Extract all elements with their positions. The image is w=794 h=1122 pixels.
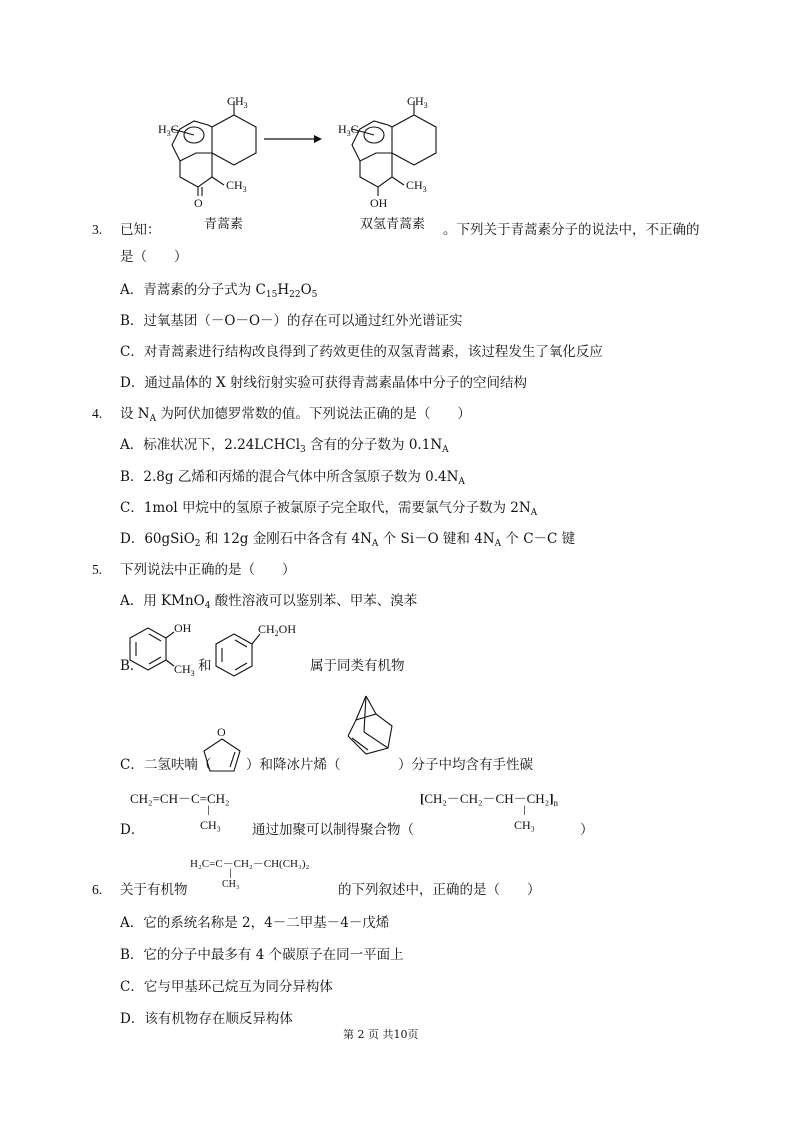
polymer-structure: $[CH_2-CH_2-CH-CH_2]_n$ (420, 791, 559, 808)
question-3-stem-line2: 是（ ） (120, 249, 188, 265)
dihydroartemisinin-name: 双氢青蒿素 (360, 217, 426, 232)
question-5-stem: 下列说法中正确的是（ ） (120, 562, 296, 578)
q6-option-a: A．它的系统名称是 2，4－二甲基－4－戊烯 (120, 915, 390, 931)
carbonyl-o-label: O (194, 196, 203, 210)
question-5-number: 5. (92, 562, 103, 577)
artemisinin-structure (150, 95, 270, 210)
ch3-top-label: $CH_3$ (227, 94, 248, 110)
q5-option-d-label: D． (120, 822, 145, 838)
q3-option-a: A．青蒿素的分子式为 $C_{15}H_{22}O_5$ (120, 282, 318, 300)
q6-option-b: B．它的分子中最多有 4 个碳原子在同一平面上 (120, 947, 404, 963)
q6-option-c: C．它与甲基环己烷互为同分异构体 (120, 979, 333, 995)
oh-label: OH (370, 196, 388, 210)
artemisinin-name: 青蒿素 (204, 217, 244, 232)
q5-option-d-close: ） (580, 822, 594, 838)
q6-structure: H₂C=C－CH₂－CH(CH₃)₂ (190, 858, 310, 870)
question-6-stem: 的下列叙述中，正确的是（ ） (338, 882, 541, 898)
ch2oh-label: $CH_2OH$ (258, 622, 297, 638)
benzyl-alcohol-structure (212, 620, 312, 680)
q3-option-c: C．对青蒿素进行结构改良得到了药效更佳的双氢青蒿素，该过程发生了氧化反应 (120, 344, 603, 360)
q4-option-a: A．标准状况下，2.24LCHCl$_3$ 含有的分子数为 $0.1N_A$ (120, 437, 449, 455)
reaction-arrow (262, 133, 322, 145)
q5-option-b-and: 和 (198, 658, 212, 674)
oxygen-label: O (217, 725, 226, 739)
dihydrofuran-structure (200, 725, 246, 775)
q5-option-d-middle: 通过加聚可以制得聚合物（ (252, 822, 414, 838)
oh-label: OH (174, 621, 192, 635)
polymer-branch-bond: │ (522, 806, 527, 815)
q5-option-b-tail: 属于同类有机物 (310, 658, 405, 674)
ch3-right-label: $CH_3$ (406, 178, 427, 194)
q6-structure-ch3: CH₃ (222, 879, 240, 890)
q4-option-b: B．2.8g 乙烯和丙烯的混合气体中所含氢原子数为 $0.4N_A$ (120, 469, 465, 487)
ch3-label: $CH_3$ (174, 662, 195, 678)
q5-option-c-tail: ）分子中均含有手性碳 (398, 757, 533, 773)
q5-option-c-middle: ）和降冰片烯（ (246, 757, 341, 773)
question-3-stem: 。下列关于青蒿素分子的说法中，不正确的 (443, 222, 700, 238)
dihydroartemisinin-structure (330, 95, 450, 210)
ch3-top-label: $CH_3$ (407, 94, 428, 110)
h3c-label: $H_3C$ (158, 122, 179, 138)
q5-option-a: A．用 KMnO$_4$ 酸性溶液可以鉴别苯、甲苯、溴苯 (120, 593, 418, 611)
q5-option-b-label: B． (120, 658, 144, 674)
o-cresol-structure (128, 618, 198, 678)
q4-option-d: D．60gSiO$_2$ 和 12g 金刚石中各含有 $4N_A$ 个 Si－O 键和 $4N_A$ 个 C－C 键 (120, 531, 576, 549)
h3c-label: $H_3C$ (338, 122, 359, 138)
question-4-stem: 设 $N_A$ 为阿伏加德罗常数的值。下列说法正确的是（ ） (120, 406, 471, 424)
question-6-prefix: 关于有机物 (120, 882, 188, 898)
question-4-number: 4. (92, 406, 103, 421)
polymer-ch3: CH₃ (514, 818, 535, 832)
ch3-right-label: $CH_3$ (226, 178, 247, 194)
question-3-number: 3. (92, 222, 103, 237)
question-3-prefix: 已知： (120, 222, 161, 238)
isoprene-branch-bond: │ (206, 806, 211, 815)
isoprene-structure: CH₂=CH－C=CH₂ (130, 791, 230, 806)
norbornene-structure (340, 692, 400, 762)
isoprene-ch3: CH₃ (200, 818, 221, 832)
q3-option-b: B．过氧基团（－O－O－）的存在可以通过红外光谱证实 (120, 313, 463, 329)
q6-branch-bond: │ (228, 869, 233, 878)
q5-option-c: C．二氢呋喃（ (120, 757, 212, 773)
q4-option-c: C．1mol 甲烷中的氢原子被氯原子完全取代，需要氯气分子数为 $2N_A$ (120, 500, 538, 518)
question-6-number: 6. (92, 882, 103, 897)
q3-option-d: D．通过晶体的 X 射线衍射实验可获得青蒿素晶体中分子的空间结构 (120, 375, 528, 391)
page-footer: 第 2 页 共10页 (343, 1028, 419, 1041)
q6-option-d: D．该有机物存在顺反异构体 (120, 1011, 293, 1027)
